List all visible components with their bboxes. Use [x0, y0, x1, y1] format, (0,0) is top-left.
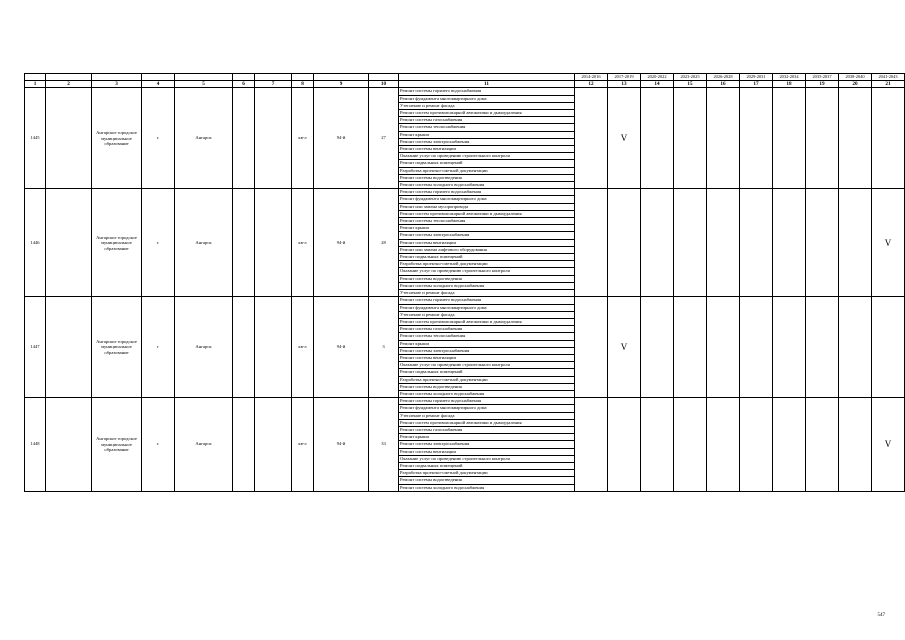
street-cell: 94-й	[314, 398, 369, 492]
work-type-cell: Ремонт фундамента многоквартирного дома	[399, 304, 575, 311]
column-number-cell: 21	[872, 81, 905, 88]
column-number-cell: 18	[773, 81, 806, 88]
blank-cell	[46, 88, 92, 189]
municipality-cell: Ангарское городское муниципальное образование	[92, 297, 142, 398]
work-type-cell: Ремонт системы теплоснабжения	[399, 333, 575, 340]
locality-type-cell: г.	[142, 88, 175, 189]
blank-cell	[255, 297, 292, 398]
work-type-cell: Ремонт системы горячего водоснабжения	[399, 88, 575, 95]
period-cell	[773, 297, 806, 398]
period-header-cell: 2014-2016	[575, 74, 608, 81]
building-id-cell: 1448	[25, 398, 46, 492]
work-type-cell: Ремонт системы водоотведения	[399, 275, 575, 282]
column-number-cell: 8	[292, 81, 314, 88]
period-cell	[575, 88, 608, 189]
work-type-cell: Ремонт системы вентиляции	[399, 239, 575, 246]
work-type-cell: Оказание услуг по проведению строительного контроля	[399, 362, 575, 369]
column-number-cell: 3	[92, 81, 142, 88]
period-cell	[674, 88, 707, 189]
period-cell	[740, 88, 773, 189]
column-number-cell: 17	[740, 81, 773, 88]
work-type-cell: Ремонт системы холодного водоснабжения	[399, 182, 575, 189]
column-number-cell: 2	[46, 81, 92, 88]
column-number-cell: 7	[255, 81, 292, 88]
work-type-cell: Ремонт системы вентиляции	[399, 354, 575, 361]
work-type-cell: Ремонт крыши	[399, 225, 575, 232]
building-id-cell: 1446	[25, 189, 46, 297]
work-type-cell: Ремонт подвальных помещений	[399, 254, 575, 261]
table-row	[25, 88, 905, 95]
work-type-cell: Ремонт или замена мусоропровода	[399, 203, 575, 210]
work-type-cell: Утепление и ремонт фасада	[399, 102, 575, 109]
period-cell	[641, 88, 674, 189]
street-type-cell: кв-л	[292, 88, 314, 189]
period-cell	[575, 398, 608, 492]
period-cell	[674, 398, 707, 492]
work-type-cell: Ремонт системы газоснабжения	[399, 326, 575, 333]
column-number-cell: 5	[175, 81, 233, 88]
column-number-cell: 12	[575, 81, 608, 88]
work-type-cell: Ремонт систем противопожарной автоматики и дымоудаления	[399, 210, 575, 217]
table-row	[25, 189, 905, 196]
municipality-cell: Ангарское городское муниципальное образование	[92, 189, 142, 297]
period-mark-cell: V	[872, 398, 905, 492]
period-header-cell: 2035-2037	[806, 74, 839, 81]
locality-cell: Ангарск	[175, 88, 233, 189]
column-number-cell: 19	[806, 81, 839, 88]
street-cell: 94-й	[314, 297, 369, 398]
blank-cell	[255, 189, 292, 297]
work-type-cell: Ремонт системы горячего водоснабжения	[399, 189, 575, 196]
blank-cell	[255, 88, 292, 189]
blank-header-cell	[25, 74, 46, 81]
house-number-cell: 33	[369, 398, 399, 492]
column-number-cell: 6	[233, 81, 255, 88]
period-cell	[707, 88, 740, 189]
period-header-cell: 2017-2019	[608, 74, 641, 81]
work-type-cell: Ремонт системы вентиляции	[399, 448, 575, 455]
municipality-cell: Ангарское городское муниципальное образование	[92, 398, 142, 492]
work-type-cell: Ремонт системы водоотведения	[399, 383, 575, 390]
column-number-cell: 11	[399, 81, 575, 88]
street-type-cell: кв-л	[292, 398, 314, 492]
period-cell	[707, 297, 740, 398]
period-cell	[773, 398, 806, 492]
blank-cell	[233, 297, 255, 398]
period-cell	[641, 398, 674, 492]
column-number-cell: 10	[369, 81, 399, 88]
column-number-row	[25, 81, 905, 88]
capital-repair-schedule-table	[24, 73, 905, 492]
blank-cell	[233, 189, 255, 297]
work-type-cell: Ремонт или замена лифтового оборудования	[399, 246, 575, 253]
period-mark-cell: V	[608, 297, 641, 398]
building-id-cell: 1447	[25, 297, 46, 398]
work-type-cell: Ремонт фундамента многоквартирного дома	[399, 196, 575, 203]
work-type-cell: Ремонт системы водоотведения	[399, 174, 575, 181]
work-type-cell: Разработка проектно-сметной документации	[399, 261, 575, 268]
locality-cell: Ангарск	[175, 297, 233, 398]
work-type-cell: Ремонт систем противопожарной автоматики и дымоудаления	[399, 419, 575, 426]
work-type-cell: Оказание услуг по проведению строительного контроля	[399, 268, 575, 275]
blank-header-cell	[399, 74, 575, 81]
municipality-cell: Ангарское городское муниципальное образование	[92, 88, 142, 189]
column-number-cell: 13	[608, 81, 641, 88]
period-mark-cell: V	[608, 88, 641, 189]
blank-cell	[46, 398, 92, 492]
street-cell: 94-й	[314, 88, 369, 189]
house-number-cell: 3	[369, 297, 399, 398]
work-type-cell: Ремонт подвальных помещений	[399, 369, 575, 376]
period-cell	[872, 297, 905, 398]
blank-cell	[46, 297, 92, 398]
work-type-cell: Ремонт крыши	[399, 340, 575, 347]
period-cell	[740, 189, 773, 297]
column-number-cell: 9	[314, 81, 369, 88]
work-type-cell: Ремонт системы теплоснабжения	[399, 124, 575, 131]
period-cell	[575, 189, 608, 297]
building-id-cell: 1445	[25, 88, 46, 189]
blank-header-cell	[175, 74, 233, 81]
column-number-cell: 20	[839, 81, 872, 88]
house-number-cell: 28	[369, 189, 399, 297]
work-type-cell: Ремонт систем противопожарной автоматики и дымоудаления	[399, 318, 575, 325]
period-cell	[839, 189, 872, 297]
blank-header-cell	[46, 74, 92, 81]
period-cell	[806, 297, 839, 398]
blank-header-cell	[92, 74, 142, 81]
period-cell	[839, 297, 872, 398]
work-type-cell: Ремонт системы вентиляции	[399, 146, 575, 153]
work-type-cell: Разработка проектно-сметной документации	[399, 167, 575, 174]
locality-type-cell: г.	[142, 189, 175, 297]
period-header-cell: 2029-2031	[740, 74, 773, 81]
column-number-cell: 15	[674, 81, 707, 88]
period-header-cell: 2038-2040	[839, 74, 872, 81]
blank-header-cell	[255, 74, 292, 81]
period-cell	[674, 189, 707, 297]
work-type-cell: Ремонт системы газоснабжения	[399, 117, 575, 124]
work-type-cell: Ремонт фундамента многоквартирного дома	[399, 95, 575, 102]
blank-header-cell	[233, 74, 255, 81]
period-cell	[575, 297, 608, 398]
work-type-cell: Ремонт системы горячего водоснабжения	[399, 398, 575, 405]
work-type-cell: Ремонт системы горячего водоснабжения	[399, 297, 575, 304]
work-type-cell: Ремонт системы газоснабжения	[399, 426, 575, 433]
work-type-cell: Ремонт подвальных помещений	[399, 160, 575, 167]
work-type-cell: Ремонт системы холодного водоснабжения	[399, 484, 575, 491]
work-type-cell: Ремонт системы холодного водоснабжения	[399, 282, 575, 289]
column-number-cell: 16	[707, 81, 740, 88]
street-type-cell: кв-л	[292, 189, 314, 297]
work-type-cell: Утепление и ремонт фасада	[399, 311, 575, 318]
work-type-cell: Ремонт системы электроснабжения	[399, 441, 575, 448]
work-type-cell: Ремонт системы электроснабжения	[399, 138, 575, 145]
blank-header-cell	[292, 74, 314, 81]
page-number: 547	[877, 613, 885, 618]
house-number-cell: 27	[369, 88, 399, 189]
period-header-cell: 2032-2034	[773, 74, 806, 81]
period-cell	[806, 189, 839, 297]
work-type-cell: Ремонт системы теплоснабжения	[399, 218, 575, 225]
period-cell	[674, 297, 707, 398]
work-type-cell: Утепление и ремонт фасада	[399, 412, 575, 419]
work-type-cell: Ремонт системы электроснабжения	[399, 347, 575, 354]
period-cell	[806, 88, 839, 189]
column-number-cell: 1	[25, 81, 46, 88]
blank-cell	[46, 189, 92, 297]
period-cell	[740, 398, 773, 492]
blank-cell	[233, 88, 255, 189]
work-type-cell: Ремонт системы холодного водоснабжения	[399, 390, 575, 397]
period-cell	[740, 297, 773, 398]
locality-type-cell: г	[142, 297, 175, 398]
period-cell	[773, 189, 806, 297]
column-number-cell: 14	[641, 81, 674, 88]
period-cell	[608, 189, 641, 297]
period-cell	[641, 297, 674, 398]
blank-header-cell	[142, 74, 175, 81]
work-type-cell: Разработка проектно-сметной документации	[399, 470, 575, 477]
work-type-cell: Утепление и ремонт фасада	[399, 290, 575, 297]
work-type-cell: Ремонт крыши	[399, 131, 575, 138]
period-header-cell: 2020-2022	[641, 74, 674, 81]
table-row	[25, 398, 905, 405]
period-cell	[773, 88, 806, 189]
table-row	[25, 297, 905, 304]
period-cell	[872, 88, 905, 189]
street-type-cell: кв-л	[292, 297, 314, 398]
locality-cell: Ангарск	[175, 398, 233, 492]
work-type-cell: Ремонт системы электроснабжения	[399, 232, 575, 239]
street-cell: 94-й	[314, 189, 369, 297]
period-mark-cell: V	[872, 189, 905, 297]
work-type-cell: Разработка проектно-сметной документации	[399, 376, 575, 383]
locality-cell: Ангарск	[175, 189, 233, 297]
blank-cell	[233, 398, 255, 492]
period-header-row	[25, 74, 905, 81]
period-header-cell: 2026-2028	[707, 74, 740, 81]
work-type-cell: Ремонт фундамента многоквартирного дома	[399, 405, 575, 412]
work-type-cell: Ремонт системы водоотведения	[399, 477, 575, 484]
blank-header-cell	[314, 74, 369, 81]
period-header-cell: 2023-2025	[674, 74, 707, 81]
period-cell	[839, 398, 872, 492]
work-type-cell: Ремонт крыши	[399, 434, 575, 441]
work-type-cell: Оказание услуг по проведению строительного контроля	[399, 455, 575, 462]
period-cell	[641, 189, 674, 297]
locality-type-cell: г.	[142, 398, 175, 492]
period-cell	[806, 398, 839, 492]
work-type-cell: Оказание услуг по проведению строительного контроля	[399, 153, 575, 160]
period-cell	[839, 88, 872, 189]
period-cell	[608, 398, 641, 492]
column-number-cell: 4	[142, 81, 175, 88]
period-header-cell: 2041-2043	[872, 74, 905, 81]
period-cell	[707, 189, 740, 297]
work-type-cell: Ремонт подвальных помещений	[399, 462, 575, 469]
blank-cell	[255, 398, 292, 492]
blank-header-cell	[369, 74, 399, 81]
work-type-cell: Ремонт систем противопожарной автоматики и дымоудаления	[399, 110, 575, 117]
period-cell	[707, 398, 740, 492]
